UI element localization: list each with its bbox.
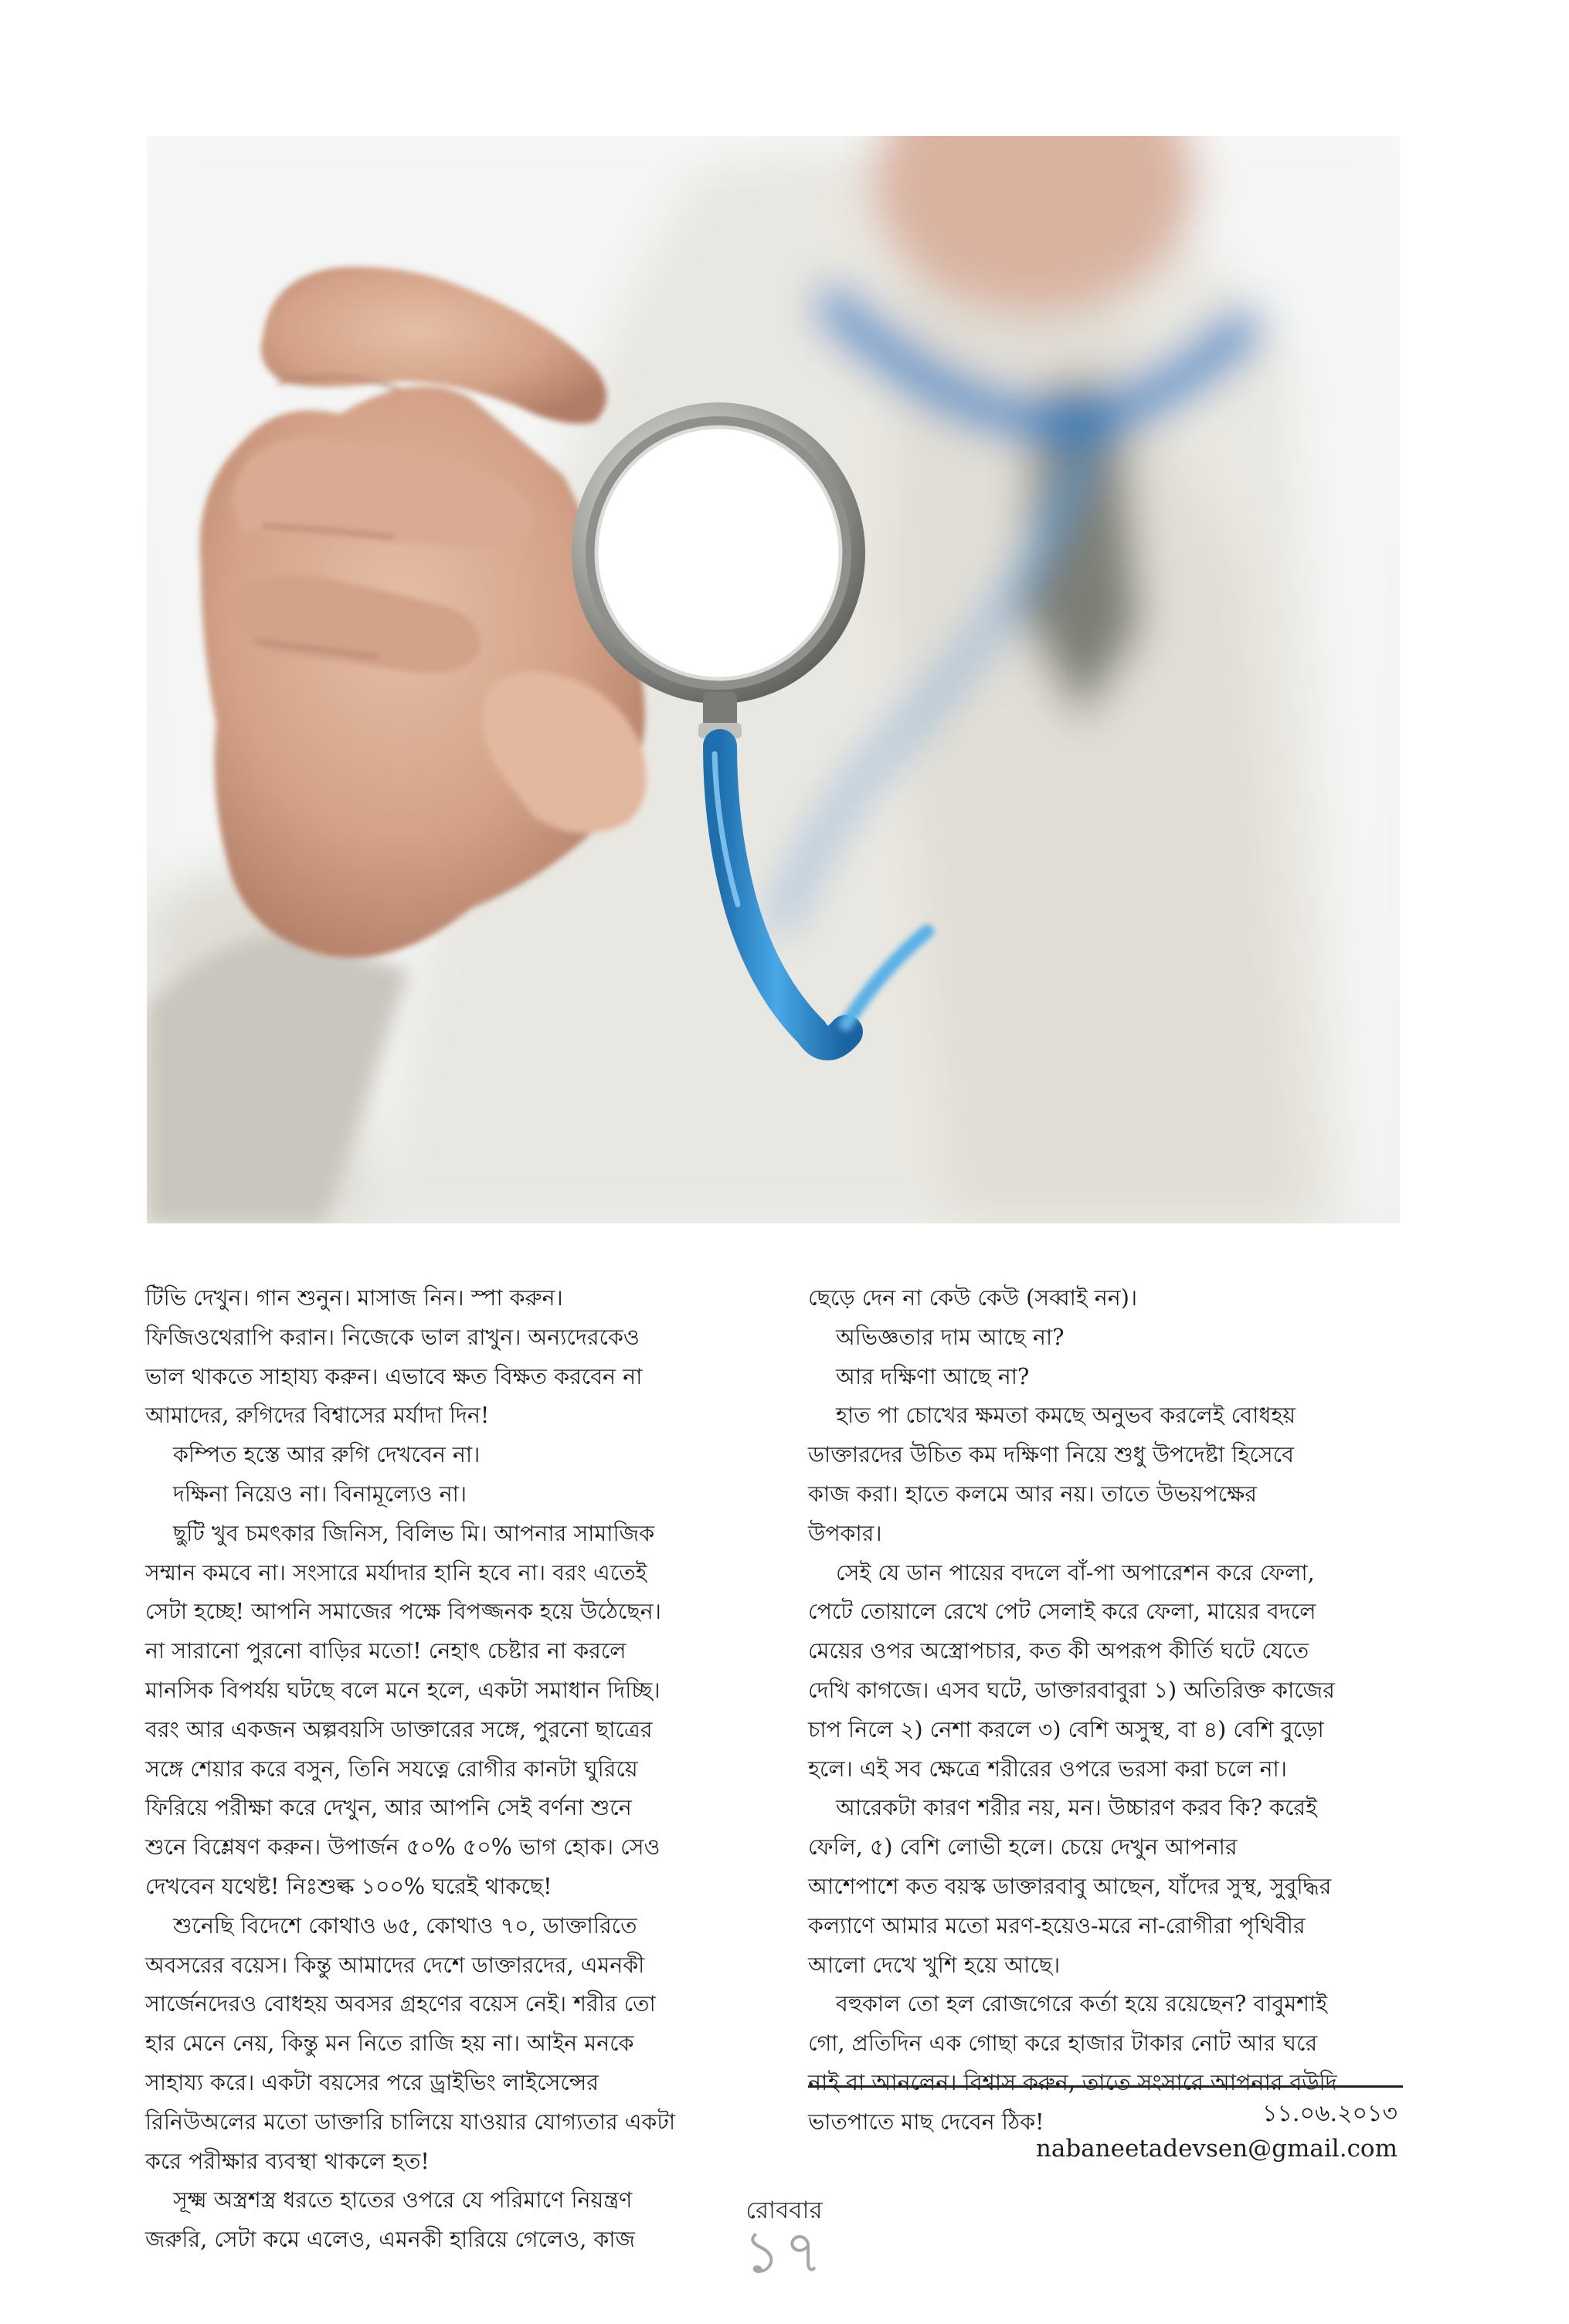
article-line: সেটা হচ্ছে! আপনি সমাজের পক্ষে বিপজ্জনক হয়ে উঠেছেন। (145, 1599, 661, 1625)
article-line: মেয়ের ওপর অস্ত্রোপচার, কত কী অপরূপ কীর্তি ঘটে যেতে (808, 1638, 1309, 1664)
article-line: কম্পিত হস্তে আর রুগি দেখবেন না। (173, 1442, 481, 1468)
article-line: টিভি দেখুন। গান শুনুন। মাসাজ নিন। স্পা করুন। (145, 1285, 563, 1311)
article-line: মানসিক বিপর্যয় ঘটছে বলে মনে হলে, একটা সমাধান দিচ্ছি। (145, 1677, 661, 1703)
article-line: বরং আর একজন অল্পবয়সি ডাক্তারের সঙ্গে, পুরনো ছাত্রের (145, 1716, 653, 1742)
article-line: নাই বা আনলেন। বিশ্বাস করুন, তাতে সংসারে আপনার বউদি (808, 2069, 1337, 2095)
article-line: পেটে তোয়ালে রেখে পেট সেলাই করে ফেলা, মায়ের বদলে (808, 1599, 1316, 1625)
article-line: দেখি কাগজে। এসব ঘটে, ডাক্তারবাবুরা ১) অতিরিক্ত কাজের (808, 1677, 1335, 1703)
article-line: হার মেনে নেয়, কিন্তু মন নিতে রাজি হয় না। আইন মনকে (145, 2031, 634, 2057)
article-line: শুনে বিশ্লেষণ করুন। উপার্জন ৫০% ৫০% ভাগ হোক। সেও (145, 1834, 661, 1861)
signoff-divider (808, 2085, 1403, 2088)
stethoscope-photo-illustration (147, 136, 1400, 1223)
article-line: অবসরের বয়েস। কিন্তু আমাদের দেশে ডাক্তারদের, এমনকী (145, 1952, 645, 1978)
article-line: কল্যাণে আমার মতো মরণ-হয়েও-মরে না-রোগীরা পৃথিবীর (808, 1912, 1306, 1939)
article-line: না সারানো পুরনো বাড়ির মতো! নেহাৎ চেষ্টার না করলে (145, 1638, 627, 1664)
article-line: সাহায্য করে। একটা বয়সের পরে ড্রাইভিং লাইসেন্সের (145, 2069, 599, 2095)
article-line: দেখবেন যথেষ্ট! নিঃশুল্ক ১০০% ঘরেই থাকছে! (145, 1873, 552, 1899)
article-date: ১১.০৬.২০১৩ (1262, 2100, 1397, 2127)
article-line: দক্ষিনা নিয়েও না। বিনামূল্যেও না। (173, 1481, 467, 1507)
article-line: সেই যে ডান পায়ের বদলে বাঁ-পা অপারেশন করে ফেলা, (836, 1559, 1315, 1586)
article-left-column (145, 1279, 732, 2260)
article-line: অভিজ্ঞতার দাম আছে না? (836, 1324, 1065, 1350)
article-line: ভাতপাতে মাছ দেবেন ঠিক! (808, 2109, 1044, 2135)
article-line: ফিরিয়ে পরীক্ষা করে দেখুন, আর আপনি সেই বর্ণনা শুনে (145, 1795, 632, 1821)
article-line: কাজ করা। হাতে কলমে আর নয়। তাতে উভয়পক্ষের (808, 1481, 1257, 1507)
article-line: সার্জেনদেরও বোধহয় অবসর গ্রহণের বয়েস নেই। শরীর তো (145, 1991, 656, 2017)
article-line: ফিজিওথেরাপি করান। নিজেকে ভাল রাখুন। অন্যদেরকেও (145, 1324, 640, 1350)
article-line: রিনিউঅলের মতো ডাক্তারি চালিয়ে যাওয়ার যোগ্যতার একটা (145, 2109, 676, 2135)
article-line: আরেকটা কারণ শরীর নয়, মন। উচ্চারণ করব কি? করেই (836, 1795, 1317, 1821)
article-line: সূক্ষ্ম অস্ত্রশস্ত্র ধরতে হাতের ওপরে যে পরিমাণে নিয়ন্ত্রণ (173, 2187, 633, 2214)
article-line: চাপ নিলে ২) নেশা করলে ৩) বেশি অসুস্থ, বা ৪) বেশি বুড়ো (808, 1716, 1324, 1742)
doctor-stethoscope-photo (147, 136, 1400, 1223)
article-line: জরুরি, সেটা কমে এলেও, এমনকী হারিয়ে গেলেও, কাজ (145, 2227, 636, 2253)
article-line: আমাদের, রুগিদের বিশ্বাসের মর্যাদা দিন! (145, 1403, 490, 1429)
article-line: আর দক্ষিণা আছে না? (836, 1363, 1030, 1389)
article-line: উপকার। (808, 1520, 882, 1546)
article-line: আলো দেখে খুশি হয়ে আছে। (808, 1952, 1061, 1978)
article-line: করে পরীক্ষার ব্যবস্থা থাকলে হত! (145, 2148, 430, 2174)
author-email: nabaneetadevsen@gmail.com (1035, 2135, 1397, 2163)
article-line: ডাক্তারদের উচিত কম দক্ষিণা নিয়ে শুধু উপদেষ্টা হিসেবে (808, 1442, 1294, 1468)
article-line: হাত পা চোখের ক্ষমতা কমছে অনুভব করলেই বোধহয় (836, 1403, 1296, 1429)
article-line: শুনেছি বিদেশে কোথাও ৬৫, কোথাও ৭০, ডাক্তারিতে (173, 1912, 637, 1939)
article-line: বহুকাল তো হল রোজগেরে কর্তা হয়ে রয়েছেন? বাবুমশাই (836, 1991, 1328, 2017)
article-line: সঙ্গে শেয়ার করে বসুন, তিনি সযত্নে রোগীর কানটা ঘুরিয়ে (145, 1756, 638, 1782)
article-line: ছুটি খুব চমৎকার জিনিস, বিলিভ মি। আপনার সামাজিক (173, 1520, 655, 1546)
article-line: ভাল থাকতে সাহায্য করুন। এভাবে ক্ষত বিক্ষত করবেন না (145, 1363, 643, 1389)
article-line: ফেলি, ৫) বেশি লোভী হলে। চেয়ে দেখুন আপনার (808, 1834, 1238, 1861)
article-right-column (808, 1279, 1403, 2142)
article-line: গো, প্রতিদিন এক গোছা করে হাজার টাকার নোট আর ঘরে (808, 2031, 1318, 2057)
article-line: ছেড়ে দেন না কেউ কেউ (সব্বাই নন)। (808, 1285, 1138, 1311)
article-line: সম্মান কমবে না। সংসারে মর্যাদার হানি হবে না। বরং এতেই (145, 1559, 647, 1586)
magazine-name: রোববার (745, 2197, 823, 2224)
page-number: ১৭ (742, 2217, 826, 2286)
article-line: আশেপাশে কত বয়স্ক ডাক্তারবাবু আছেন, যাঁদের সুস্থ, সুবুদ্ধির (808, 1873, 1332, 1899)
article-line: হলে। এই সব ক্ষেত্রে শরীরের ওপরে ভরসা করা চলে না। (808, 1756, 1287, 1782)
